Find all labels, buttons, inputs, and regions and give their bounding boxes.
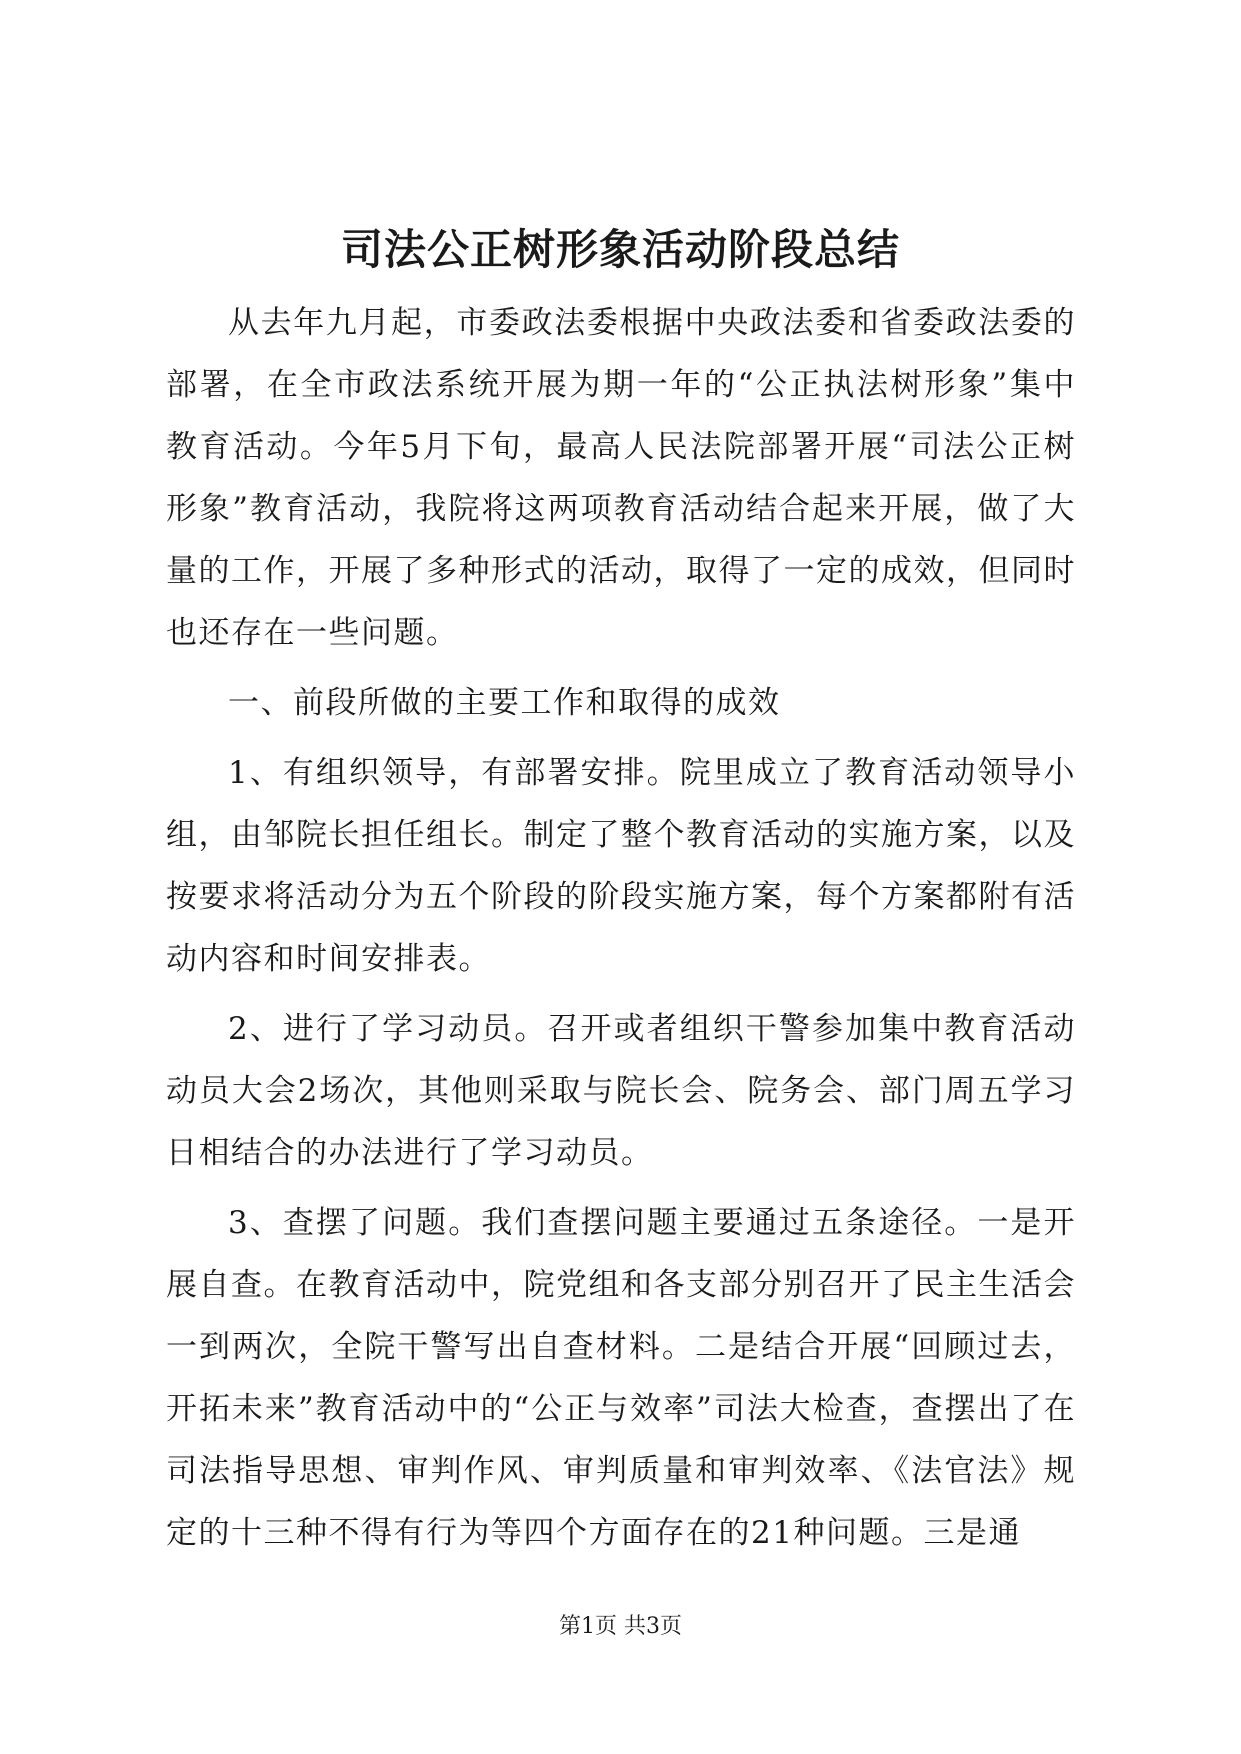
paragraph-item-1: 1、有组织领导，有部署安排。院里成立了教育活动领导小组，由邹院长担任组长。制定了整个教育活动的实施方案，以及按要求将活动分为五个阶段的阶段实施方案，每个方案都附有活动内容和时间安排表。	[166, 755, 1076, 977]
paragraph-intro: 从去年九月起，市委政法委根据中央政法委和省委政法委的部署，在全市政法系统开展为期一年的“公正执法树形象”集中教育活动。今年5月下旬，最高人民法院部署开展“司法公正树形象”教育活动，我院将这两项教育活动结合起来开展，做了大量的工作，开展了多种形式的活动，取得了一定的成效，但同时也还存在一些问题。	[166, 305, 1076, 651]
section-heading-1: 一、前段所做的主要工作和取得的成效	[228, 685, 781, 721]
page-number-footer: 第1页 共3页	[559, 1614, 682, 1639]
paragraph-item-3: 3、查摆了问题。我们查摆问题主要通过五条途径。一是开展自查。在教育活动中，院党组和各支部分别召开了民主生活会一到两次，全院干警写出自查材料。二是结合开展“回顾过去，开拓未来”教育活动中的“公正与效率”司法大检查，查摆出了在司法指导思想、审判作风、审判质量和审判效率、《法官法》规定的十三种不得有行为等四个方面存在的21种问题。三是通	[166, 1205, 1076, 1551]
document-body	[166, 292, 1076, 1564]
document-title: 司法公正树形象活动阶段总结	[340, 225, 900, 274]
paragraph-item-2: 2、进行了学习动员。召开或者组织干警参加集中教育活动动员大会2场次，其他则采取与院长会、院务会、部门周五学习日相结合的办法进行了学习动员。	[166, 1011, 1076, 1171]
